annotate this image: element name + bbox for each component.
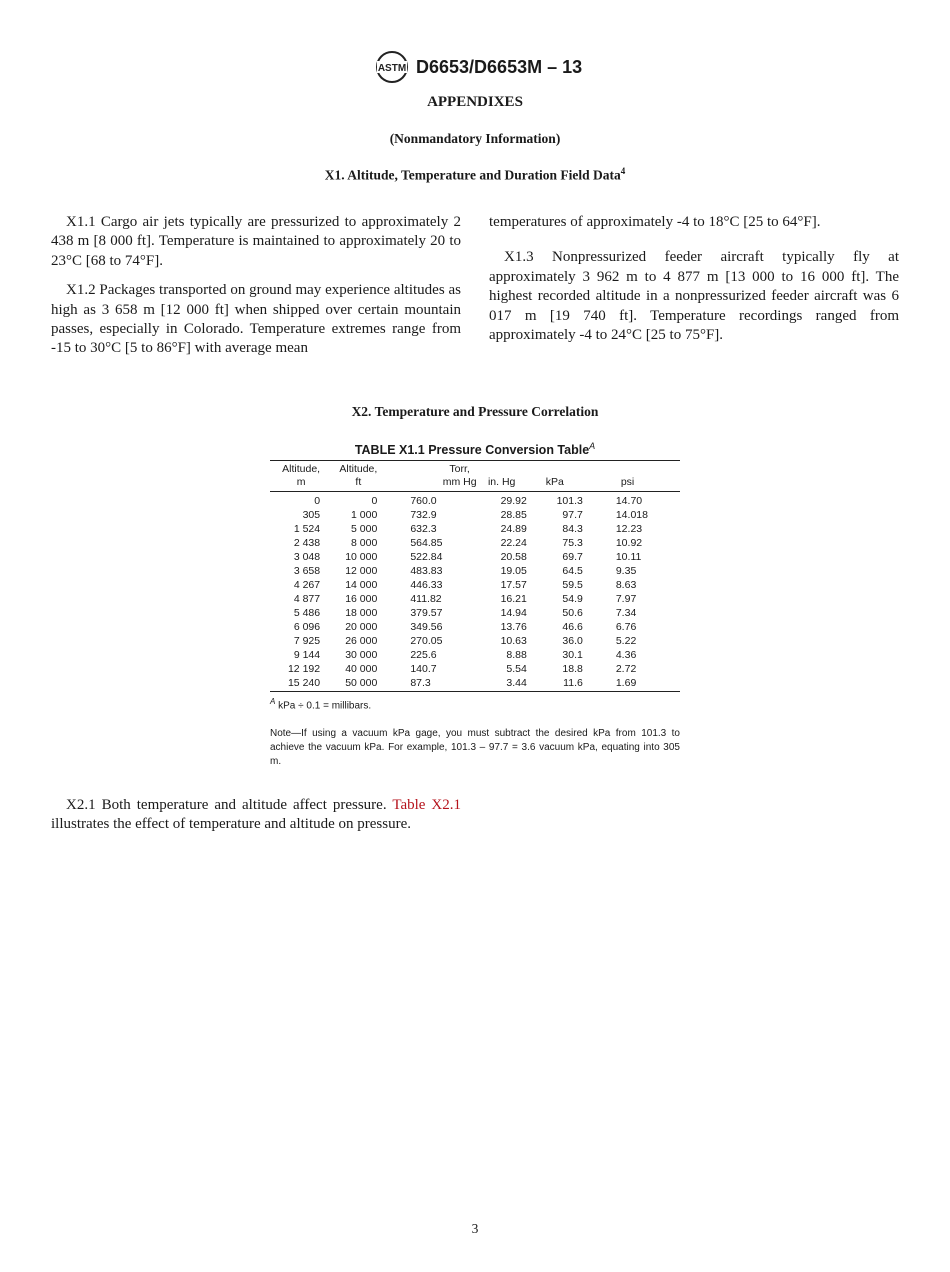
cell-kpa: 46.6 [562,621,583,634]
cell-torr: 446.33 [410,579,443,592]
table-title: TABLE X1.1 Pressure Conversion Table$^A$ [354,441,596,458]
header-inhg: in. Hg [477,461,527,492]
paragraph-x1-3: X1.3 Nonpressurized feeder aircraft typically fly at approximately 3 962 m to 4 877 m [13 000 to 16 000 ft]. The highest recorded altitude in a nonpressurized feeder aircraft was 6 017 m [19 740 ft]. Temperature recordings ranged from approximately -4 to 24°C [25 to 75°F]. [489,249,899,344]
cell-ft: 16 000 [345,593,378,606]
cell-inhg: 8.88 [506,649,527,662]
cell-torr: 522.84 [410,551,443,564]
cell-psi: 6.76 [615,621,637,634]
header-torr: Torr, mm Hg [377,461,476,492]
nonmandatory-label: (Nonmandatory Information) [389,131,561,146]
cell-torr: 270.05 [410,635,443,648]
cell-inhg: 22.24 [500,537,527,550]
table-x2-1-link[interactable]: Table X2.1 [392,797,462,813]
right-column [489,213,899,345]
cell-ft: 20 000 [345,621,378,634]
table-row [270,522,680,536]
cell-ft: 10 000 [345,551,378,564]
cell-m: 305 [302,509,321,522]
paragraph-x1-2-continued: temperatures of approximately -4 to 18°C [25 to 64°F]. [489,214,821,230]
cell-psi: 8.63 [615,579,637,592]
cell-torr: 632.3 [410,523,437,536]
cell-ft: 30 000 [345,649,378,662]
left-column [51,213,461,359]
cell-ft: 14 000 [345,579,378,592]
cell-kpa: 84.3 [562,523,583,536]
cell-torr: 411.82 [410,593,442,606]
table-row [270,662,680,676]
x1-heading: X1. Altitude, Temperature and Duration Field Data$^4$ [324,166,626,183]
cell-m: 12 192 [287,663,321,676]
cell-kpa: 101.3 [556,495,583,508]
table-header-row [270,461,680,492]
appendixes-title: APPENDIXES [427,94,523,110]
cell-torr: 379.57 [410,607,443,620]
x2-heading: X2. Temperature and Pressure Correlation [351,404,599,419]
table-row [270,578,680,592]
standard-designation: D6653/D6653M – 13 [416,57,583,77]
table-row [270,634,680,648]
cell-torr: 760.0 [410,495,437,508]
table-row [270,492,680,509]
cell-kpa: 11.6 [563,677,583,690]
cell-inhg: 29.92 [500,495,527,508]
cell-psi: 4.36 [615,649,637,662]
cell-psi: 5.22 [615,635,637,648]
cell-psi: 14.018 [615,509,648,522]
table-row [270,550,680,564]
header-altitude-m: Altitude, m [270,461,320,492]
header-kpa: kPa [527,461,583,492]
cell-inhg: 16.21 [500,593,527,606]
cell-kpa: 97.7 [562,509,583,522]
cell-inhg: 10.63 [500,635,527,648]
cell-kpa: 54.9 [562,593,583,606]
page-number: 3 [471,1221,479,1236]
cell-psi: 10.92 [615,537,643,550]
cell-ft: 50 000 [345,677,378,690]
table-row [270,620,680,634]
cell-m: 9 144 [293,649,321,662]
table-note: Note—If using a vacuum kPa gage, you must subtract the desired kPa from 101.3 to achieve the vacuum kPa. For example, 101.3 – 97.7 = 3.6 vacuum kPa, equating into 305 m. [270,728,680,768]
cell-psi: 9.35 [615,565,637,578]
cell-torr: 140.7 [410,663,437,676]
table-row [270,676,680,692]
cell-inhg: 13.76 [500,621,527,634]
cell-inhg: 20.58 [500,551,527,564]
cell-psi: 7.34 [615,607,637,620]
table-row [270,592,680,606]
cell-psi: 7.97 [615,593,637,606]
svg-text:ASTM: ASTM [377,63,407,74]
cell-kpa: 59.5 [562,579,583,592]
table-body [270,492,680,692]
cell-kpa: 30.1 [562,649,583,662]
cell-psi: 14.70 [615,495,643,508]
cell-m: 3 658 [293,565,321,578]
cell-torr: 87.3 [410,677,431,690]
cell-m: 15 240 [287,677,321,690]
table-title-footnote: A [589,441,596,451]
cell-m: 1 524 [293,523,321,536]
cell-ft: 12 000 [345,565,378,578]
cell-ft: 1 000 [351,509,378,522]
cell-ft: 5 000 [351,523,378,536]
pressure-conversion-table-block [270,441,680,769]
table-row [270,508,680,522]
cell-psi: 2.72 [615,663,637,676]
cell-psi: 1.69 [615,677,637,690]
cell-m: 4 267 [293,579,321,592]
x1-heading-footnote: 4 [620,166,626,176]
cell-ft: 0 [371,495,378,508]
cell-m: 3 048 [293,551,321,564]
cell-inhg: 3.44 [506,677,527,690]
cell-inhg: 19.05 [500,565,527,578]
cell-m: 7 925 [293,635,321,648]
cell-ft: 40 000 [345,663,378,676]
astm-logo [374,50,410,84]
cell-kpa: 69.7 [562,551,583,564]
cell-torr: 564.85 [410,537,443,550]
cell-kpa: 18.8 [562,663,583,676]
cell-inhg: 17.57 [500,579,527,592]
cell-inhg: 14.94 [500,607,527,620]
cell-torr: 225.6 [410,649,437,662]
cell-m: 6 096 [293,621,321,634]
cell-m: 5 486 [293,607,321,620]
cell-kpa: 50.6 [562,607,583,620]
header-altitude-ft: Altitude, ft [320,461,377,492]
header-psi: psi [583,461,680,492]
cell-m: 2 438 [293,537,321,550]
table-row [270,648,680,662]
table-row [270,536,680,550]
pressure-conversion-table [270,460,680,692]
cell-psi: 10.11 [615,551,642,564]
cell-torr: 349.56 [410,621,443,634]
cell-kpa: 75.3 [562,537,583,550]
cell-kpa: 64.5 [562,565,583,578]
paragraph-x1-2: X1.2 Packages transported on ground may experience altitudes as high as 3 658 m [12 000 ft] when shipped over certain mountain passes, especially in Colorado. Temperature extremes range from -15 to 30°C [5 to 86°F] with average mean [51,282,461,357]
cell-inhg: 24.89 [500,523,527,536]
cell-ft: 26 000 [345,635,378,648]
table-row [270,564,680,578]
cell-inhg: 5.54 [506,663,527,676]
cell-psi: 12.23 [615,523,643,536]
cell-ft: 8 000 [351,537,378,550]
cell-inhg: 28.85 [500,509,527,522]
cell-m: 4 877 [293,593,321,606]
table-row [270,606,680,620]
paragraph-x1-1: X1.1 Cargo air jets typically are pressurized to approximately 2 438 m [8 000 ft]. Temperature is maintained to approximately 20 to 23°C [68 to 74°F]. [51,214,461,269]
cell-torr: 732.9 [410,509,437,522]
cell-kpa: 36.0 [562,635,583,648]
cell-ft: 18 000 [345,607,378,620]
cell-torr: 483.83 [410,565,443,578]
table-footnote: $^A$ kPa ÷ 0.1 = millibars. [270,697,372,712]
cell-m: 0 [314,495,321,508]
paragraph-x2-1: X2.1 Both temperature and altitude affect pressure. Table X2.1 illustrates the effect of temperature and altitude on pressure. [51,797,462,833]
